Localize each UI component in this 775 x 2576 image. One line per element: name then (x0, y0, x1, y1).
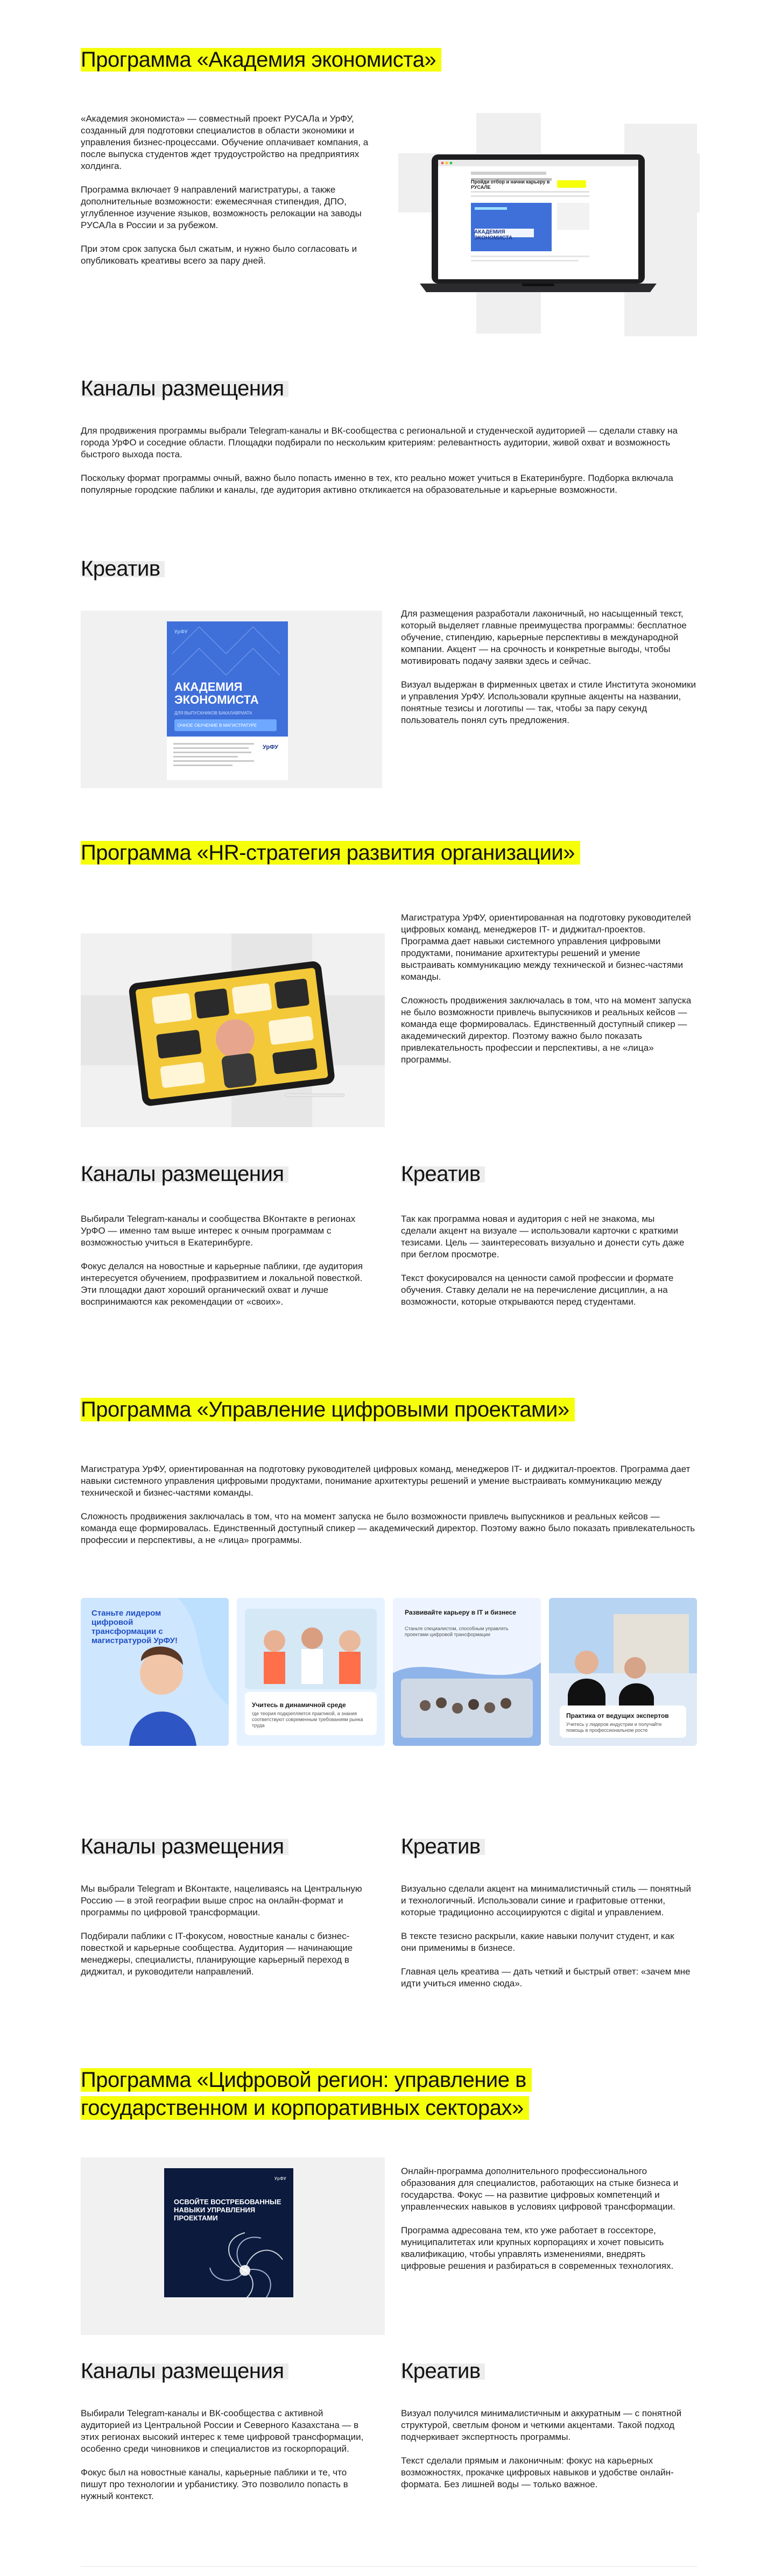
program-4-channels-title: Каналы размещения (81, 2359, 288, 2383)
program-2-intro-p1: Магистратура УрФУ, ориентированная на подготовку руководителей цифровых команд, менеджеров IT- и диджитал-проектов. Программа дает навыки системного управления цифровыми продуктами, понимание архитектуры решений и умение выстраивать коммуникацию между технической и бизнес-частями команды. (401, 912, 691, 982)
program-1-channels-text (81, 425, 694, 496)
program-3-card-4 (549, 1598, 697, 1746)
program-3-card-3 (393, 1598, 541, 1746)
program-2-channels-title: Каналы размещения (81, 1162, 288, 1186)
program-3-channels-p2: Подбирали паблики с IT-фокусом, новостные каналы с бизнес-повесткой и карьерные сообщества. Аудитория — начинающие менеджеры, специалисты, планирующие карьерный переход в диджитал, и руководители направлений. (81, 1931, 353, 1977)
program-4-creative-title: Креатив (401, 2359, 485, 2383)
card-1-title: Станьте лидером цифровой трансформации с магистратурой УрФУ! (91, 1609, 178, 1645)
academy-poster-subtitle: ДЛЯ ВЫПУСКНИКОВ БАКАЛАВРИАТА (174, 711, 252, 716)
program-4-intro-p2: Программа адресована тем, кто уже работает в госсекторе, муниципалитетах или крупных корпорациях и хочет повысить квалификацию, чтобы управлять изменениями, внедрять цифровые решения и разбираться в современных технологиях. (401, 2225, 674, 2271)
program-3-channels-text (81, 1883, 371, 1978)
program-1-channels-title: Каналы размещения (81, 377, 288, 401)
program-2-creative-p2: Текст фокусировался на ценности самой профессии и формате обучения. Ставку делали не на перечисление дисциплин, а на возможности, которые открываются перед студентами. (401, 1273, 674, 1307)
program-4-title-wrap (81, 2066, 619, 2122)
academy-poster (167, 621, 288, 780)
program-2-title: Программа «HR-стратегия развития организации» (81, 839, 673, 866)
program-1-creative-p2: Визуал выдержан в фирменных цветах и стиле Института экономики и управления УрФУ. Использовали крупные акценты на названии, понятные тезисы и логотипы — так, чтобы за пару секунд пользователь понял суть предложения. (401, 680, 696, 725)
program-4-creative-p1: Визуал получился минималистичным и аккуратным — с понятной структурой, светлым фоном и четкими акцентами. Такой подход подчеркивает экспертность программы. (401, 2408, 682, 2442)
laptop-headline: Пройди отбор и начни карьеру в РУСАЛЕ (471, 179, 550, 190)
program-3-creative-p2: В тексте тезисно раскрыли, какие навыки получит студент, и как они применимы в бизнесе. (401, 1931, 674, 1953)
laptop-mockup (420, 153, 657, 296)
program-2-creative-p1: Так как программа новая и аудитория с ней не знакома, мы сделали акцент на визуале — использовали карточки с краткими тезисами. Цель — заинтересовать визуально и донести суть даже при беглом просмотре. (401, 1214, 685, 1259)
card-3-title: Развивайте карьеру в IT и бизнесе (405, 1609, 517, 1616)
program-3-creative-text (401, 1883, 692, 1990)
academy-poster-footer (167, 737, 288, 780)
program-1-title: Программа «Академия экономиста» (81, 46, 619, 73)
svg-text:УрФУ: УрФУ (174, 629, 188, 635)
program-4-intro-p1: Онлайн-программа дополнительного профессионального образования для специалистов, работающих на стыке бизнеса и государства. Фокус — на развитие цифровых компетенций и управленческих навыков в условиях цифровой трансформации. (401, 2166, 679, 2212)
program-4-poster-frame (81, 2157, 385, 2335)
program-1-creative-text (401, 608, 702, 726)
program-1-channels-p2: Поскольку формат программы очный, важно было попасть именно в тех, кто реально может учиться в Екатеринбурге. Подборка включала популярные городские паблики и каналы, где аудитория активно откликается на образовательные и карьерные возможности. (81, 473, 673, 495)
program-2-intro (401, 912, 692, 1066)
academy-poster-logo: УрФУ (263, 744, 278, 751)
program-4-creative-text (401, 2408, 692, 2490)
program-2-creative-title: Креатив (401, 1162, 485, 1186)
program-1-creative-title: Креатив (81, 557, 165, 581)
program-3-channels-p1: Мы выбрали Telegram и ВКонтакте, нацеливаясь на Центральную Россию — в этой географии выше спрос на онлайн-формат и программы по цифровой трансформации. (81, 1884, 362, 1917)
program-1-intro (81, 113, 371, 267)
program-3-channels-title: Каналы размещения (81, 1835, 288, 1859)
card-4-title: Практика от ведущих экспертов (566, 1712, 669, 1719)
program-2-creative-text (401, 1213, 692, 1308)
laptop-poster-title: АКАДЕМИЯ ЭКОНОМИСТА (474, 229, 513, 241)
footer-divider (81, 2566, 697, 2567)
academy-poster-title: АКАДЕМИЯ ЭКОНОМИСТА (174, 680, 259, 706)
svg-text:УрФУ: УрФУ (274, 2176, 286, 2181)
card-3-art (393, 1598, 541, 1746)
program-4-channels-text (81, 2408, 371, 2502)
program-3-creative-p1: Визуально сделали акцент на минималистичный стиль — понятный и технологичный. Использовали синие и графитовые оттенки, которые традиционно ассоциируются с digital и управлением. (401, 1884, 691, 1917)
program-1-poster-frame (81, 611, 382, 788)
program-3-intro-p1: Магистратура УрФУ, ориентированная на подготовку руководителей цифровых команд, менеджеров IT- и диджитал-проектов. Программа дает навыки системного управления цифровыми продуктами, понимание архитектуры решений и умение выстраивать коммуникацию между технической и бизнес-частями команды. (81, 1464, 691, 1498)
program-4-creative-p2: Текст сделали прямым и лаконичным: фокус на карьерных возможностях, прокачке цифровых навыков и удобстве онлайн-формата. Без лишней воды — только важное. (401, 2455, 674, 2489)
program-3-title-wrap (81, 1396, 673, 1423)
program-1-creative-p1: Для размещения разработали лаконичный, но насыщенный текст, который выделяет главные преимущества программы: бесплатное обучение, стипендию, карьерные перспективы в международной компании. Акцент — на срочность и конкретные выгоды, чтобы мотивировать подачу заявки здесь и сейчас. (401, 608, 687, 666)
program-4-channels-p2: Фокус был на новостные каналы, карьерные паблики и те, что пишут про технологии и урбанистику. Это позволило попасть в нужный контекст. (81, 2467, 348, 2501)
card-3-body: Станьте специалистом, способным управлять проектами цифровой трансформации (405, 1626, 509, 1637)
card-2-body: где теория подкрепляется практикой, а знания соответствуют современным требованиям рынка труда (252, 1711, 363, 1728)
program-3-card-2 (237, 1598, 385, 1746)
poster-swirl-art (164, 2168, 293, 2297)
program-2-intro-p2: Сложность продвижения заключалась в том, что на момент запуска не было возможности привлечь выпускников и реальных кейсов — команда еще формировалась. Единственный доступный спикер — академический директор. Поэтому важно было показать привлекательность профессии и перспективы, а не «лица» программы. (401, 995, 692, 1065)
digital-region-poster (164, 2168, 293, 2297)
program-1-title-wrap (81, 46, 619, 73)
program-1-channels-p1: Для продвижения программы выбрали Telegram-каналы и ВК-сообщества с региональной и студенческой аудиторией — сделали ставку на города УрФО и соседние области. Площадки подбирали по нескольким критериям: релевантность аудитории, живой охват и возможность быстрого выхода поста. (81, 426, 678, 459)
program-2-channels-p2: Фокус делался на новостные и карьерные паблики, где аудитория интересуется обучением, профразвитием и локальной повесткой. Эти площадки дают хороший органический охват и лучше воспринимаются как рекомендации от «своих». (81, 1261, 363, 1307)
card-2-title: Учитесь в динамичной среде (252, 1701, 346, 1709)
program-2-channels-text (81, 1213, 371, 1308)
program-3-title: Программа «Управление цифровыми проектами» (81, 1396, 673, 1423)
program-3-creative-p3: Главная цель креатива — дать четкий и быстрый ответ: «зачем мне идти учиться именно сюда». (401, 1966, 691, 1988)
digital-region-poster-title: ОСВОЙТЕ ВОСТРЕБОВАННЫЕ НАВЫКИ УПРАВЛЕНИЯ ПРОЕКТАМИ (174, 2198, 281, 2222)
card-4-body: Учитесь у лидеров индустрии и получайте помощь в профессиональном росте (566, 1722, 662, 1733)
ipad-mockup (124, 950, 350, 1111)
program-3-card-1 (81, 1598, 229, 1746)
program-3-intro-p2: Сложность продвижения заключалась в том, что на момент запуска не было возможности привлечь выпускников и реальных кейсов — команда еще формировалась. Единственный доступный спикер — академический директор. Поэтому важно было показать привлекательность профессии и перспективы, а не «лица» программы. (81, 1511, 695, 1545)
program-4-channels-p1: Выбирали Telegram-каналы и ВК-сообщества с активной аудиторией из Центральной России и Северного Казахстана — в этих регионах высокий интерес к теме цифровой трансформации, особенно среди чиновников и специалистов из госкорпораций. (81, 2408, 364, 2454)
program-2-title-wrap (81, 839, 673, 866)
program-4-title: Программа «Цифровой регион: управление в государственном и корпоративных секторах» (81, 2066, 619, 2122)
program-1-intro-p3: При этом срок запуска был сжатым, и нужно было согласовать и опубликовать креативы всего за пару дней. (81, 244, 357, 266)
program-3-intro (81, 1463, 697, 1546)
poster-pattern (167, 621, 288, 686)
program-2-channels-p1: Выбирали Telegram-каналы и сообщества ВКонтакте в регионах УрФО — именно там выше интерес к очным программам с возможностью учиться в Екатеринбурге. (81, 1214, 356, 1248)
program-3-creative-title: Креатив (401, 1835, 485, 1859)
program-1-intro-p2: Программа включает 9 направлений магистратуры, а также дополнительные возможности: ежемесячная стипендия, ДПО, углубленное изучение языков, возможность релокации на заводы РУСАЛа в России и за рубежом. (81, 185, 362, 230)
academy-poster-cta: ОЧНОЕ ОБУЧЕНИЕ В МАГИСТРАТУРЕ (174, 719, 277, 731)
program-4-intro (401, 2165, 692, 2272)
program-1-intro-p1: «Академия экономиста» — совместный проект РУСАЛа и УрФУ, созданный для подготовки специалистов в области экономики и управления бизнес-процессами. Обучение оплачивает компания, а после выпуска студентов ждет трудоустройство на предприятиях холдинга. (81, 114, 369, 171)
